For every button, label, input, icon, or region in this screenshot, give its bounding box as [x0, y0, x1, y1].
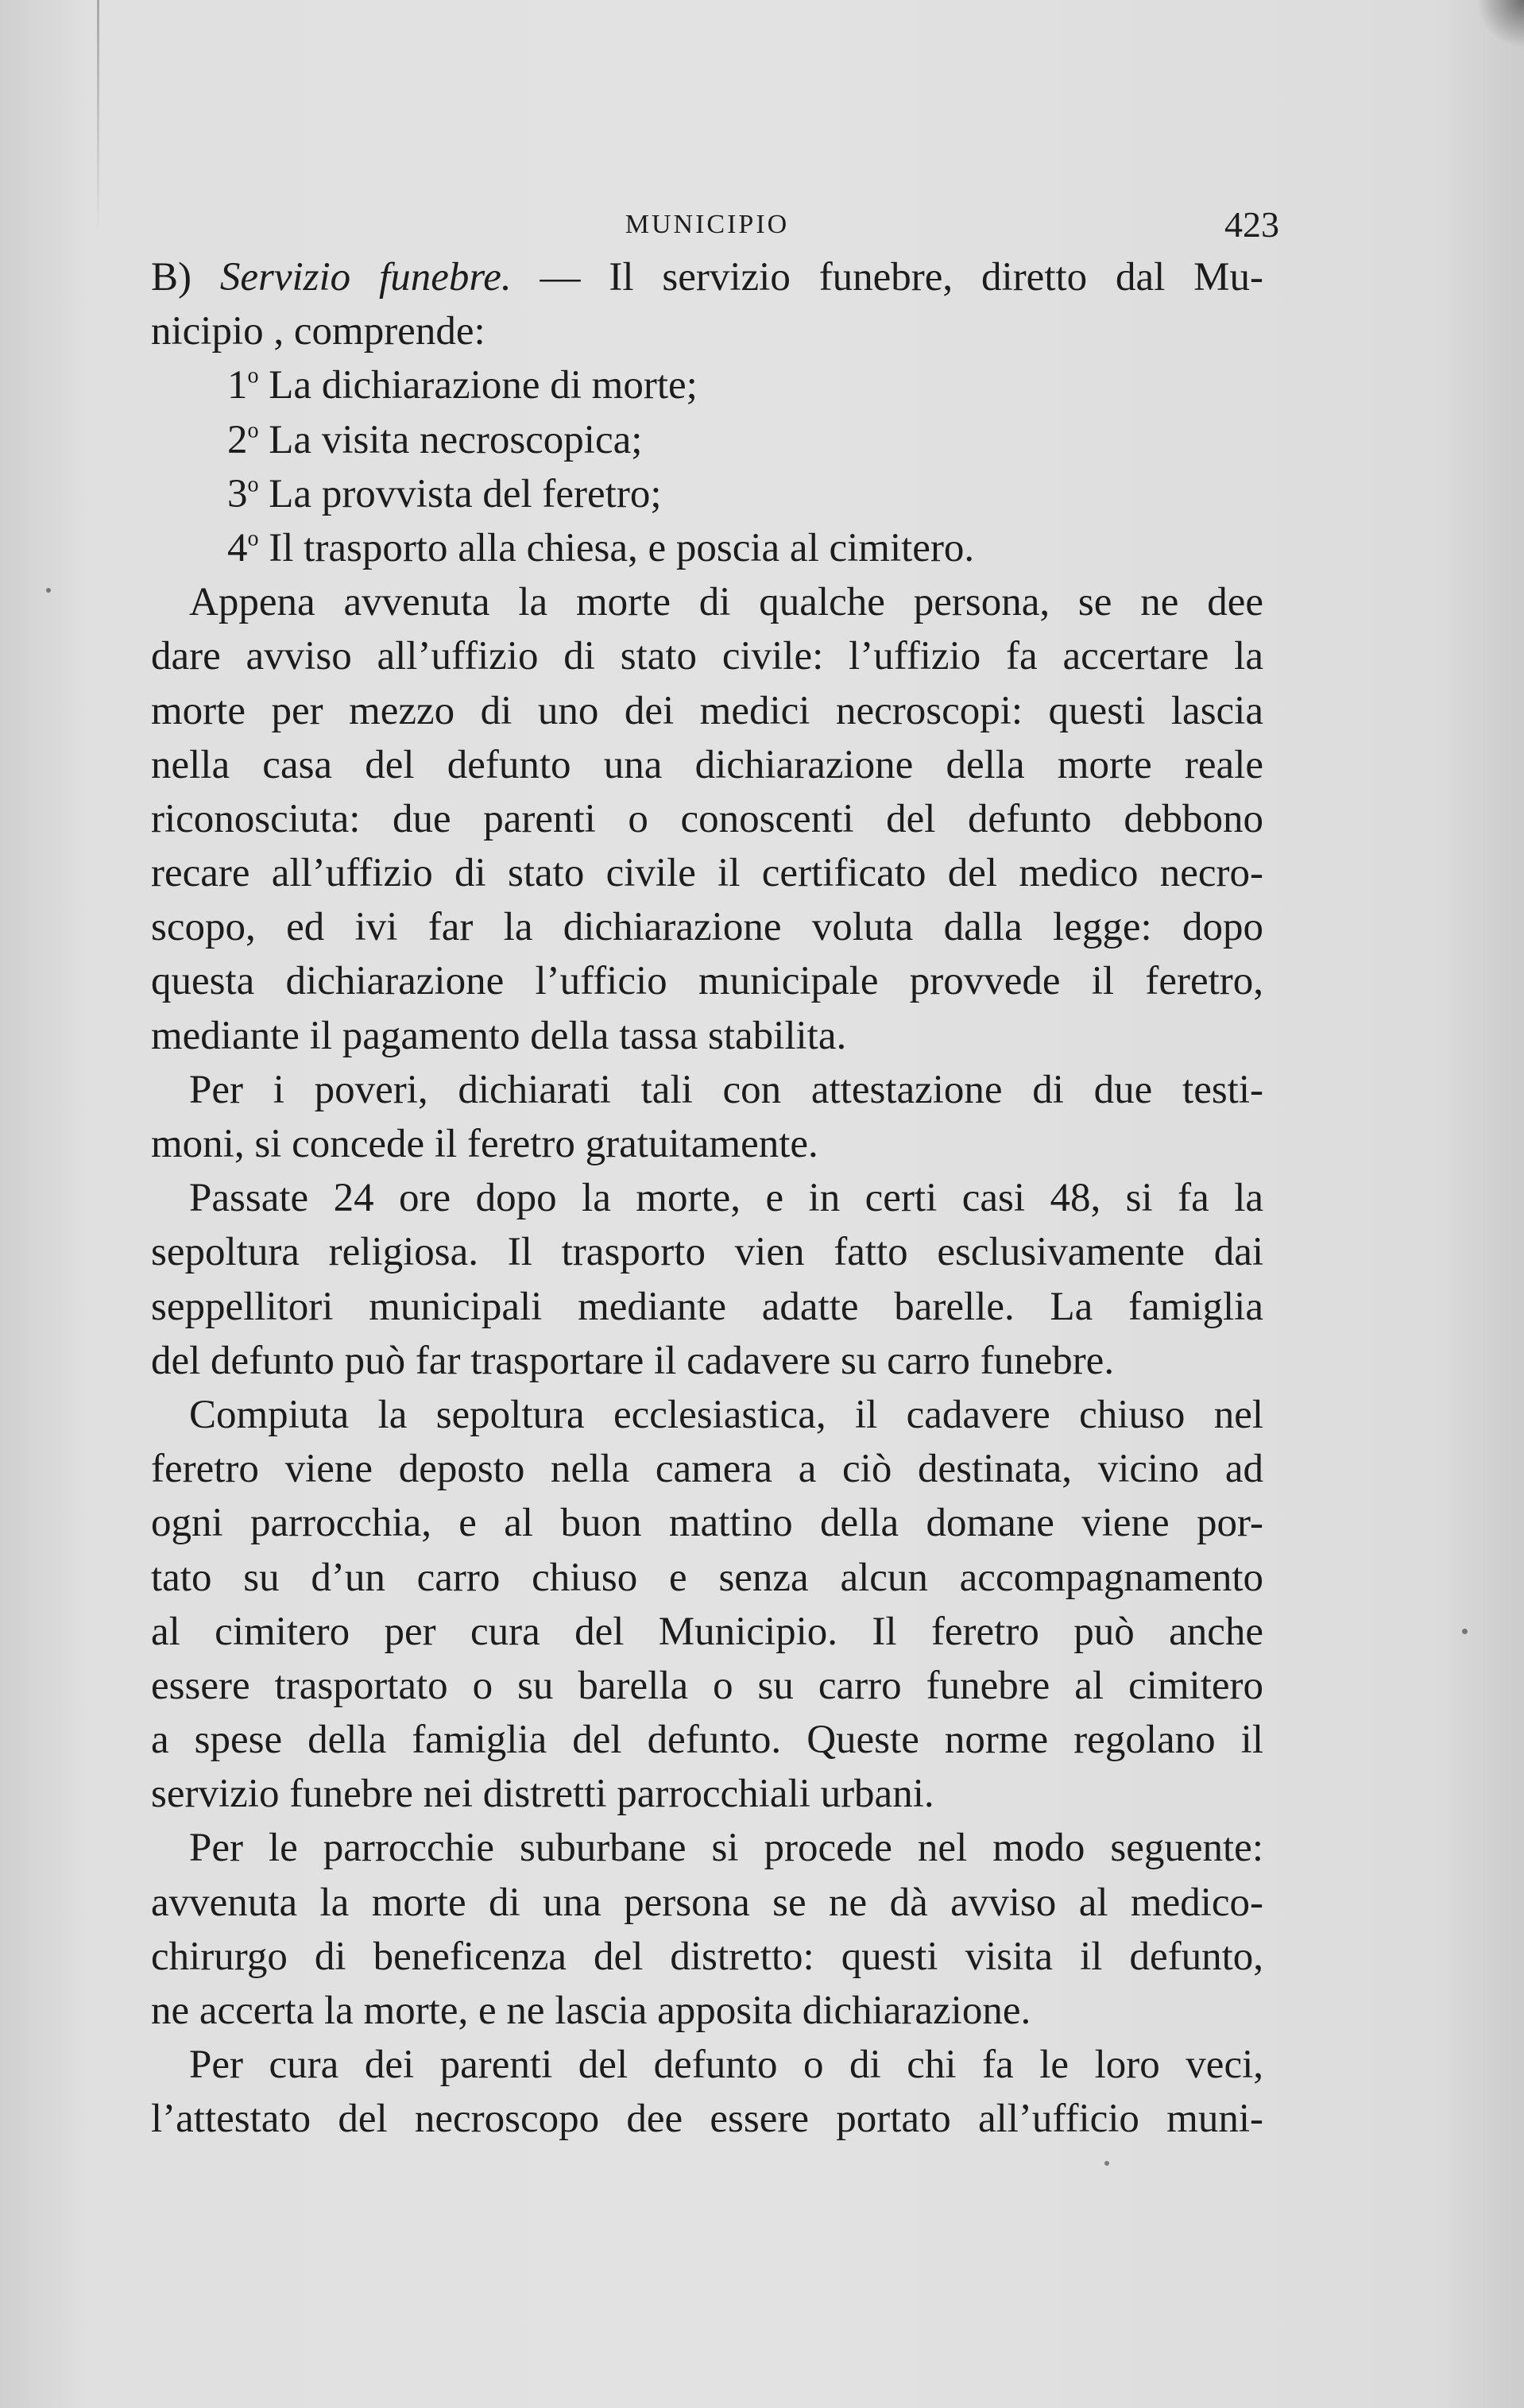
list-text: Il trasporto alla chiesa, e poscia al cimitero.: [258, 525, 975, 570]
paragraph: [151, 1821, 1263, 2038]
text-line: feretro viene deposto nella camera a ciò destinata, vicino ad: [151, 1447, 1263, 1492]
running-head: [151, 204, 1279, 245]
text-line: Per le parrocchie suburbane si procede nel modo seguente:: [189, 1826, 1263, 1871]
text-line: al cimitero per cura del Municipio. Il feretro può anche: [151, 1609, 1263, 1654]
text-line: Appena avvenuta la morte di qualche persona, se ne dee: [189, 580, 1263, 625]
paragraphs: [151, 575, 1263, 2146]
text-line: ne accerta la morte, e ne lascia apposita dichiarazione.: [151, 1989, 1031, 2033]
text-line: tato su d’un carro chiuso e senza alcun accompagnamento: [151, 1555, 1263, 1600]
text-line: essere trasportato o su barella o su carro funebre al cimitero: [151, 1663, 1263, 1708]
text-line: a spese della famiglia del defunto. Queste norme regolano il: [151, 1718, 1263, 1763]
list-text: La provvista del feretro;: [258, 471, 662, 516]
page-number: 423: [1224, 204, 1279, 245]
text-line: moni, si concede il feretro gratuitamente.: [151, 1122, 818, 1166]
text-line: chirurgo di beneficenza del distretto: questi visita il defunto,: [151, 1934, 1263, 1979]
list-text: La dichiarazione di morte;: [258, 363, 698, 408]
text-line: ogni parrocchia, e al buon mattino della domane viene por-: [151, 1501, 1263, 1546]
list-number: 4: [227, 525, 248, 570]
text-line: dare avviso all’uffizio di stato civile: l’uffizio fa accertare la: [151, 634, 1263, 679]
corner-shadow: [1476, 0, 1524, 48]
section-heading: Servizio funebre.: [219, 255, 512, 300]
paragraph: [151, 1388, 1263, 1822]
section-intro-line: nicipio , comprende:: [151, 309, 485, 354]
list-item: [151, 467, 1263, 521]
paragraph: [151, 575, 1263, 1063]
paper-speck: [1104, 2161, 1109, 2166]
text-line: Per cura dei parenti del defunto o di chi fa le loro veci,: [189, 2043, 1263, 2088]
paragraph: [151, 2038, 1263, 2146]
list-item: [151, 521, 1263, 575]
ordinal-mark: o: [247, 363, 259, 388]
ordinal-mark: o: [247, 417, 259, 443]
list-text: La visita necroscopica;: [258, 417, 643, 462]
paper-speck: [46, 588, 51, 593]
text-line: scopo, ed ivi far la dichiarazione voluta dalla legge: dopo: [151, 905, 1263, 950]
list-number: 3: [227, 471, 248, 516]
text-line: questa dichiarazione l’ufficio municipale provvede il feretro,: [151, 959, 1263, 1004]
text-line: Passate 24 ore dopo la morte, e in certi casi 48, si fa la: [189, 1176, 1263, 1221]
list-number: 2: [227, 417, 248, 462]
ordinal-mark: o: [247, 472, 259, 497]
text-line: sepoltura religiosa. Il trasporto vien fatto esclusivamente dai: [151, 1230, 1263, 1275]
section-marker: B): [151, 255, 191, 300]
text-line: avvenuta la morte di una persona se ne dà avviso al medico-: [151, 1880, 1263, 1925]
text-line: mediante il pagamento della tassa stabilita.: [151, 1013, 847, 1058]
section-intro: — Il servizio funebre, diretto dal Mu-: [540, 255, 1264, 300]
text-line: riconosciuta: due parenti o conoscenti del defunto debbono: [151, 796, 1263, 841]
text-line: l’attestato del necroscopo dee essere portato all’ufficio muni-: [151, 2097, 1263, 2142]
list-item: [151, 413, 1263, 467]
text-line: del defunto può far trasportare il cadavere su carro funebre.: [151, 1338, 1115, 1383]
gutter-shadow: [97, 0, 99, 238]
text-line: servizio funebre nei distretti parrocchiali urbani.: [151, 1772, 934, 1817]
paragraph: [151, 1171, 1263, 1388]
body-text: [151, 250, 1263, 2147]
text-line: morte per mezzo di uno dei medici necroscopi: questi lascia: [151, 688, 1263, 733]
text-line: Compiuta la sepoltura ecclesiastica, il cadavere chiuso nel: [189, 1392, 1263, 1437]
list-number: 1: [227, 363, 248, 408]
text-line: seppellitori municipali mediante adatte barelle. La famiglia: [151, 1284, 1263, 1329]
text-line: recare all’uffizio di stato civile il certificato del medico necro-: [151, 851, 1263, 896]
section-heading-line: [151, 250, 1263, 304]
paper-speck: [1462, 1629, 1468, 1634]
paragraph: [151, 1063, 1263, 1171]
list-item: [151, 358, 1263, 412]
ordinal-mark: o: [247, 526, 259, 551]
text-line: nella casa del defunto una dichiarazione della morte reale: [151, 742, 1263, 787]
running-title: MUNICIPIO: [625, 210, 790, 239]
numbered-list: [151, 358, 1263, 575]
text-line: Per i poveri, dichiarati tali con attestazione di due testi-: [189, 1067, 1263, 1112]
